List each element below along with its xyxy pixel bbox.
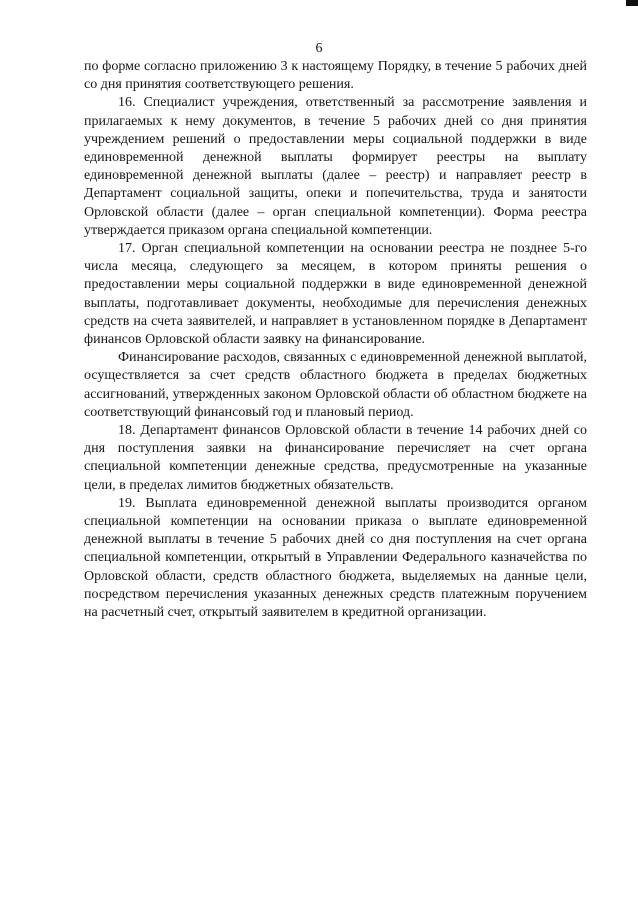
paragraph-item-16: 16. Специалист учреждения, ответственный за рассмотрение заявления и прилагаемых к нему документов, в течение 5 рабочих дней со дня принятия учреждением решений о предоставлении меры социальной поддержки в виде единовременной денежной выплаты формирует реестры на выплату единовременной денежной выплаты (далее – реестр) и направляет реестр в Департамент социальной защиты, опеки и попечительства, труда и занятости Орловской области (далее – орган специальной компетенции). Форма реестра утверждается приказом органа специальной компетенции. xyxy=(84,95,587,238)
paragraph-item-17: 17. Орган специальной компетенции на основании реестра не позднее 5-го числа месяца, следующего за месяцем, в котором приняты решения о предоставлении меры социальной поддержки в виде единовременной денежной выплаты, подготавливает документы, необходимые для перечисления денежных средств на счета заявителей, и направляет в установленном порядке в Департамент финансов Орловской области заявку на финансирование. xyxy=(84,241,587,348)
paragraph-financing: Финансирование расходов, связанных с единовременной денежной выплатой, осуществляется за счет средств областного бюджета в пределах бюджетных ассигнований, утвержденных законом Орловской области об областном бюджете на соответствующий финансовый год и плановый период. xyxy=(84,350,587,420)
paragraph-item-19: 19. Выплата единовременной денежной выплаты производится органом специальной компетенции на основании приказа о выплате единовременной денежной выплаты в течение 5 рабочих дней со дня поступления на счет органа специальной компетенции, открытый в Управлении Федерального казначейства по Орловской области, средств областного бюджета, выделяемых на данные цели, посредством перечисления указанных денежных средств платежным поручением на расчетный счет, открытый заявителем в кредитной организации. xyxy=(84,495,587,621)
document-body xyxy=(84,58,587,622)
paragraph-continuation: по форме согласно приложению 3 к настоящему Порядку, в течение 5 рабочих дней со дня принятия соответствующего решения. xyxy=(84,59,587,93)
page-number: 6 xyxy=(315,41,323,56)
scan-corner-mark xyxy=(626,0,638,6)
paragraph-item-18: 18. Департамент финансов Орловской области в течение 14 рабочих дней со дня поступления заявки на финансирование перечисляет на счет органа специальной компетенции денежные средства, предусмотренные на указанные цели, в пределах лимитов бюджетных обязательств. xyxy=(84,423,587,493)
